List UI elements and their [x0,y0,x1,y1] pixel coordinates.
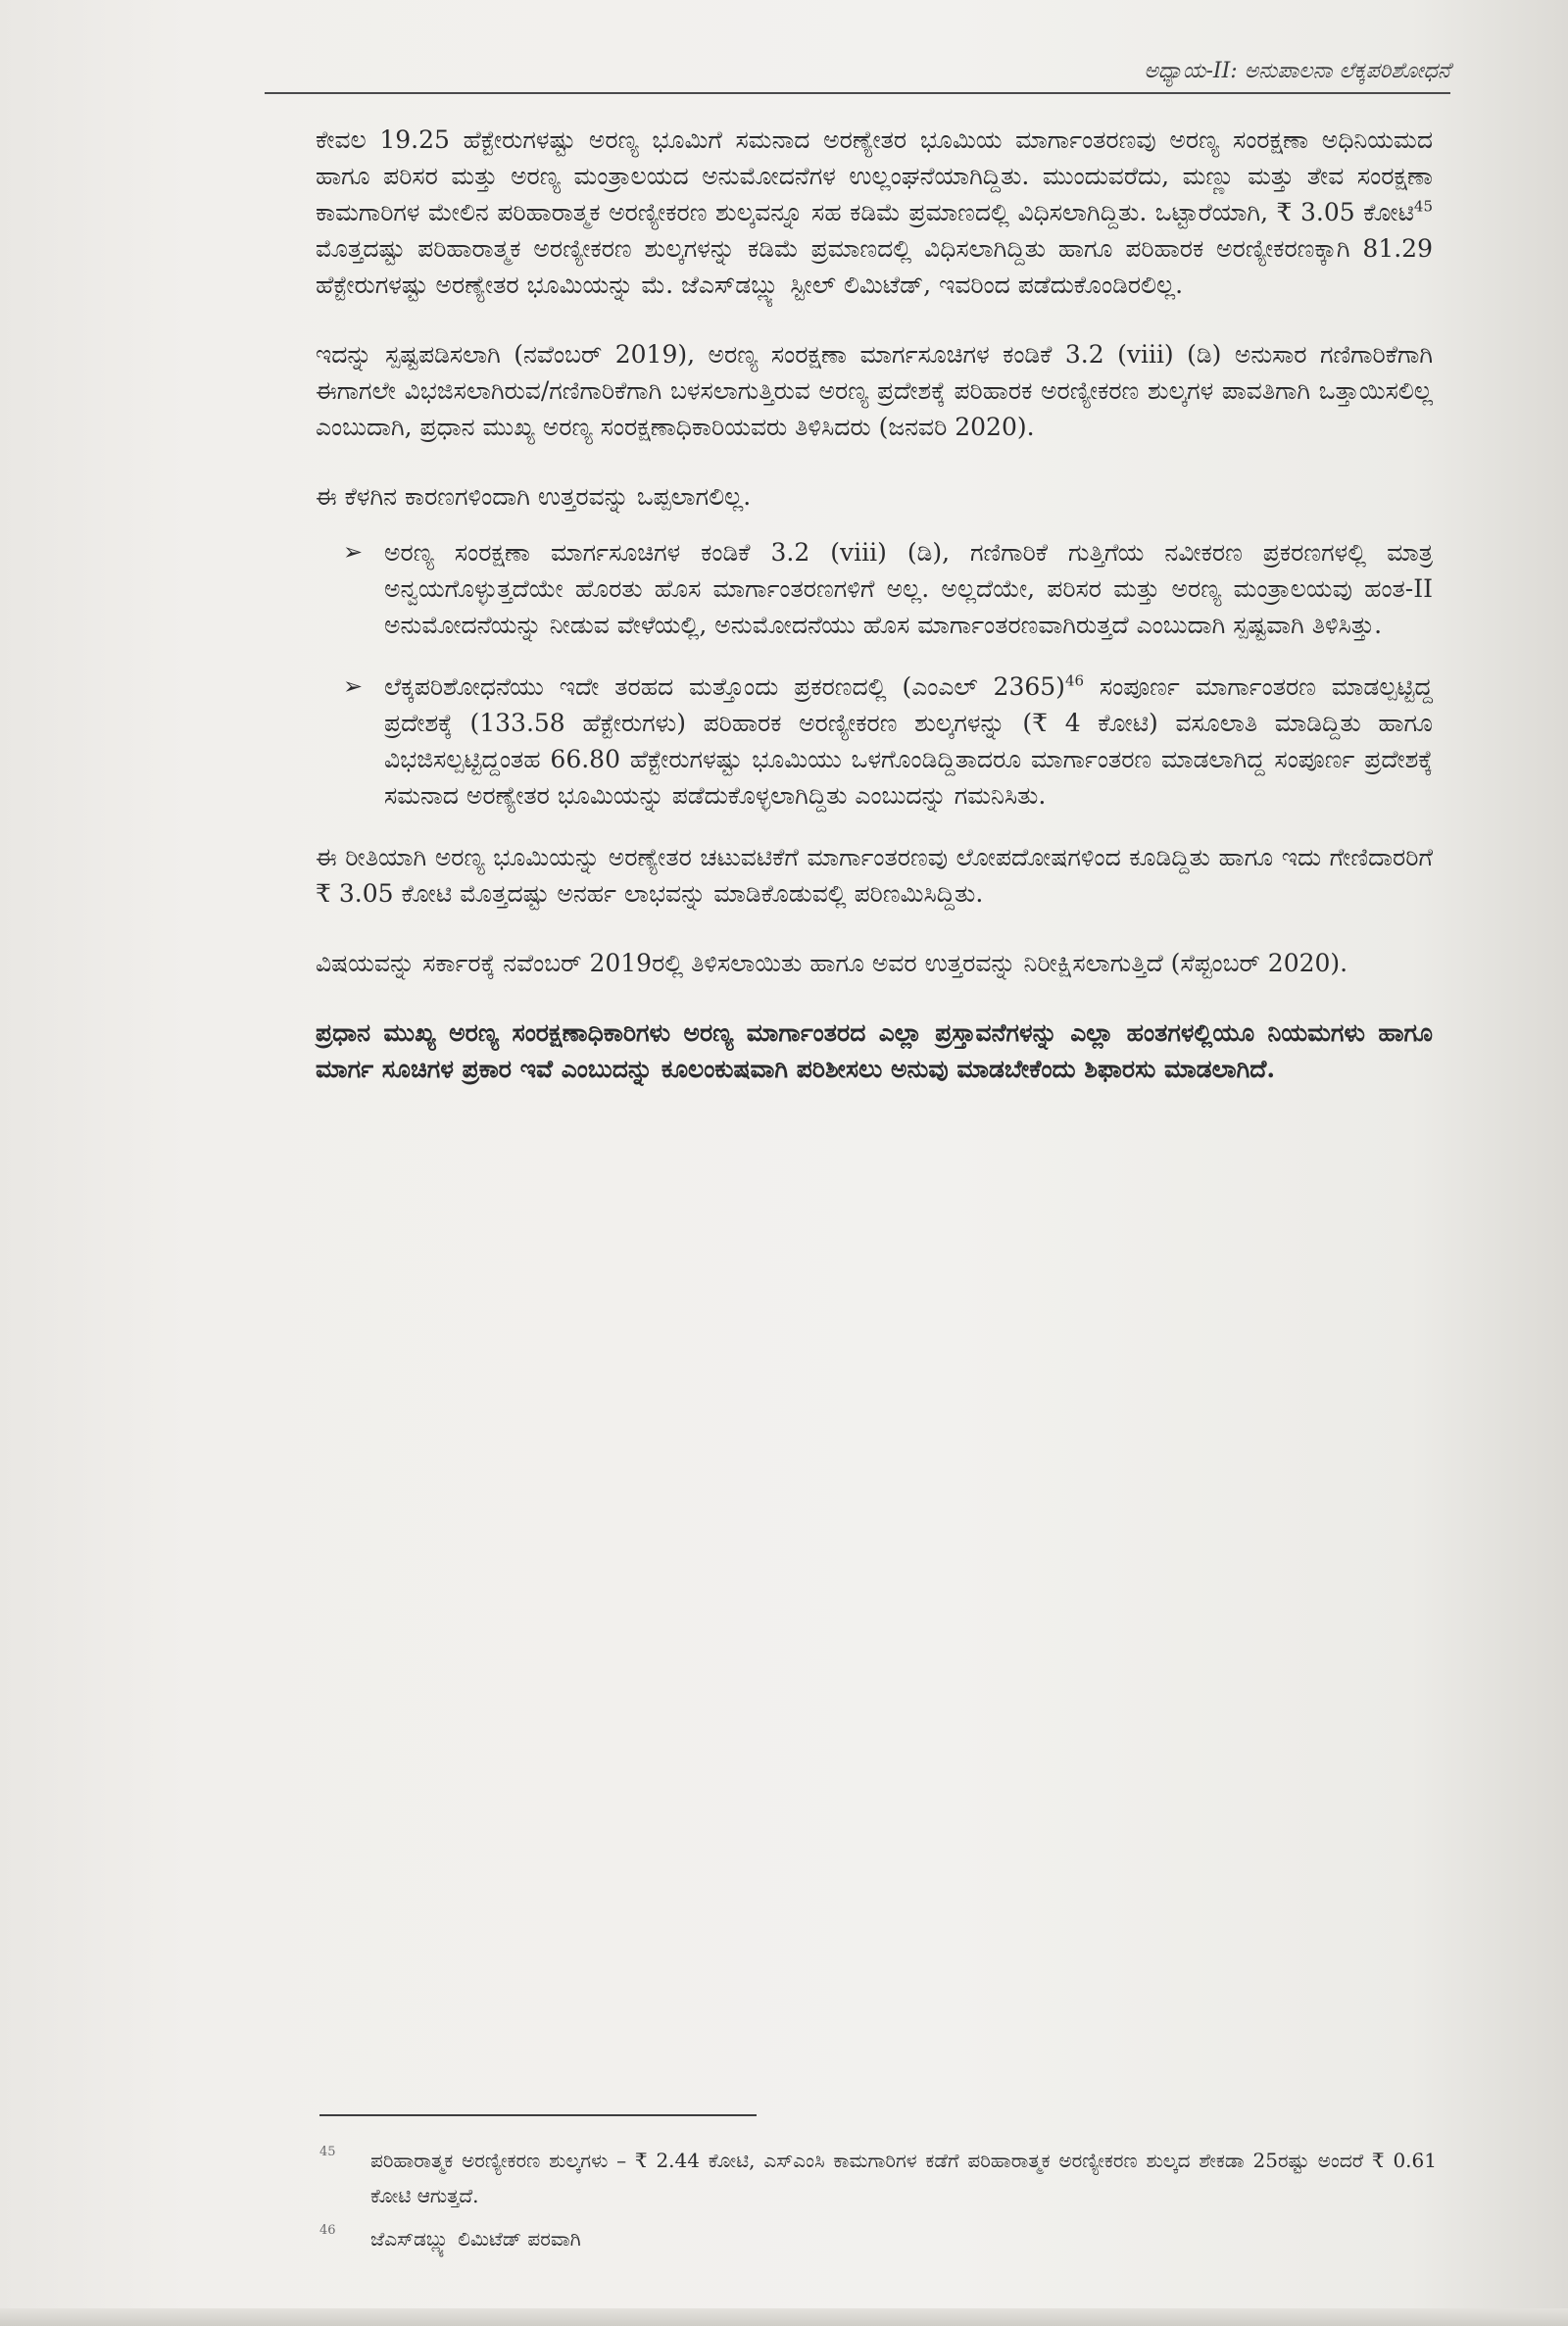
page-bottom-edge [0,2308,1568,2326]
footnote-number: 45 [319,2145,336,2159]
recommendation-paragraph: ಪ್ರಧಾನ ಮುಖ್ಯ ಅರಣ್ಯ ಸಂರಕ್ಷಣಾಧಿಕಾರಿಗಳು ಅರಣ್ಯ ಮಾರ್ಗಾಂತರದ ಎಲ್ಲಾ ಪ್ರಸ್ತಾವನೆಗಳನ್ನು ಎಲ್ಲಾ ಹಂತಗಳಲ್ಲಿಯೂ ನಿಯಮಗಳು ಹಾಗೂ ಮಾರ್ಗ ಸೂಚಿಗಳ ಪ್ರಕಾರ ಇವೆ ಎಂಬುದನ್ನು ಕೂಲಂಕುಷವಾಗಿ ಪರಿಶೀಸಲು ಅನುವು ಮಾಡಬೇಕೆಂದು ಶಿಫಾರಸು ಮಾಡಲಾಗಿದೆ. [316,1018,1433,1083]
body-content [316,122,1433,1120]
arrow-bullet-icon: ➢ [343,672,364,700]
footnotes [319,2143,1437,2264]
footnote-rule [319,2114,757,2116]
footnote-text: ಜೆಎಸ್‌ಡಬ್ಲ್ಯು ಲಿಮಿಟೆಡ್ ಪರವಾಗಿ [370,2227,581,2251]
header-rule [265,92,1450,94]
bullet-item-1-text: ಅರಣ್ಯ ಸಂರಕ್ಷಣಾ ಮಾರ್ಗಸೂಚಿಗಳ ಕಂಡಿಕೆ 3.2 (viii) (ಡಿ), ಗಣಿಗಾರಿಕೆ ಗುತ್ತಿಗೆಯ ನವೀಕರಣ ಪ್ರಕರಣಗಳಲ್ಲಿ ಮಾತ್ರ ಅನ್ವಯಗೊಳ್ಳುತ್ತದೆಯೇ ಹೊರತು ಹೊಸ ಮಾರ್ಗಾಂತರಣಗಳಿಗೆ ಅಲ್ಲ. ಅಲ್ಲದೆಯೇ, ಪರಿಸರ ಮತ್ತು ಅರಣ್ಯ ಮಂತ್ರಾಲಯವು ಹಂತ-II ಅನುಮೋದನೆಯನ್ನು ನೀಡುವ ವೇಳೆಯಲ್ಲಿ, ಅನುಮೋದನೆಯು ಹೊಸ ಮಾರ್ಗಾಂತರಣವಾಗಿರುತ್ತದೆ ಎಂಬುದಾಗಿ ಸ್ಪಷ್ಟವಾಗಿ ತಿಳಿಸಿತ್ತು. [384,538,1433,639]
paragraph-3: ಈ ಕೆಳಗಿನ ಕಾರಣಗಳಿಂದಾಗಿ ಉತ್ತರವನ್ನು ಒಪ್ಪಲಾಗಲಿಲ್ಲ. [316,482,752,511]
bullet-item-2-text-b: ಸಂಪೂರ್ಣ ಮಾರ್ಗಾಂತರಣ ಮಾಡಲ್ಪಟ್ಟಿದ್ದ ಪ್ರದೇಶಕ್ಕೆ (133.58 ಹೆಕ್ಟೇರುಗಳು) ಪರಿಹಾರಕ ಅರಣ್ಯೀಕರಣ ಶುಲ್ಕಗಳನ್ನು (₹ 4 ಕೋಟಿ) ವಸೂಲಾತಿ ಮಾಡಿದ್ದಿತು ಹಾಗೂ ವಿಭಜಿಸಲ್ಪಟ್ಟಿದ್ದಂತಹ 66.80 ಹೆಕ್ಟೇರುಗಳಷ್ಟು ಭೂಮಿಯು ಒಳಗೊಂಡಿದ್ದಿತಾದರೂ ಮಾರ್ಗಾಂತರಣ ಮಾಡಲಾಗಿದ್ದ ಸಂಪೂರ್ಣ ಪ್ರದೇಶಕ್ಕೆ ಸಮನಾದ ಅರಣ್ಯೇತರ ಭೂಮಿಯನ್ನು ಪಡೆದುಕೊಳ್ಳಲಾಗಿದ್ದಿತು ಎಂಬುದನ್ನು ಗಮನಿಸಿತು. [384,672,1433,810]
bullet-item-2-text-a: ಲೆಕ್ಕಪರಿಶೋಧನೆಯು ಇದೇ ತರಹದ ಮತ್ತೊಂದು ಪ್ರಕರಣದಲ್ಲಿ (ಎಂಎಲ್ 2365) [384,672,1065,701]
bullet-item-1 [316,534,1433,643]
paragraph-1-text-a: ಕೇವಲ 19.25 ಹೆಕ್ಟೇರುಗಳಷ್ಟು ಅರಣ್ಯ ಭೂಮಿಗೆ ಸಮನಾದ ಅರಣ್ಯೇತರ ಭೂಮಿಯ ಮಾರ್ಗಾಂತರಣವು ಅರಣ್ಯ ಸಂರಕ್ಷಣಾ ಅಧಿನಿಯಮದ ಹಾಗೂ ಪರಿಸರ ಮತ್ತು ಅರಣ್ಯ ಮಂತ್ರಾಲಯದ ಅನುಮೋದನೆಗಳ ಉಲ್ಲಂಘನೆಯಾಗಿದ್ದಿತು. ಮುಂದುವರೆದು, ಮಣ್ಣು ಮತ್ತು ತೇವ ಸಂರಕ್ಷಣಾ ಕಾಮಗಾರಿಗಳ ಮೇಲಿನ ಪರಿಹಾರಾತ್ಮಕ ಅರಣ್ಯೀಕರಣ ಶುಲ್ಕವನ್ನೂ ಸಹ ಕಡಿಮೆ ಪ್ರಮಾಣದಲ್ಲಿ ವಿಧಿಸಲಾಗಿದ್ದಿತು. ಒಟ್ಟಾರೆಯಾಗಿ, ₹ 3.05 ಕೋಟಿ [316,125,1433,226]
footnote-45 [319,2143,1437,2213]
paragraph-1 [316,122,1433,303]
paragraph-4: ಈ ರೀತಿಯಾಗಿ ಅರಣ್ಯ ಭೂಮಿಯನ್ನು ಅರಣ್ಯೇತರ ಚಟುವಟಿಕೆಗೆ ಮಾರ್ಗಾಂತರಣವು ಲೋಪದೋಷಗಳಿಂದ ಕೂಡಿದ್ದಿತು ಹಾಗೂ ಇದು ಗೇಣಿದಾರರಿಗೆ ₹ 3.05 ಕೋಟಿ ಮೊತ್ತದಷ್ಟು ಅನರ್ಹ ಲಾಭವನ್ನು ಮಾಡಿಕೊಡುವಲ್ಲಿ ಪರಿಣಮಿಸಿದ್ದಿತು. [316,843,1433,908]
footnote-text: ಪರಿಹಾರಾತ್ಮಕ ಅರಣ್ಯೀಕರಣ ಶುಲ್ಕಗಳು – ₹ 2.44 ಕೋಟಿ, ಎಸ್‌ಎಂಸಿ ಕಾಮಗಾರಿಗಳ ಕಡೆಗೆ ಪರಿಹಾರಾತ್ಮಕ ಅರಣ್ಯೀಕರಣ ಶುಲ್ಕದ ಶೇಕಡಾ 25ರಷ್ಟು ಅಂದರೆ ₹ 0.61 ಕೋಟಿ ಆಗುತ್ತದೆ. [370,2149,1437,2207]
running-header: ಅಧ್ಯಾಯ-II: ಅನುಪಾಲನಾ ಲೆಕ್ಕಪರಿಶೋಧನೆ [1144,59,1450,83]
footnote-ref-45[interactable]: 45 [1413,197,1433,216]
paragraph-1-text-b: ಮೊತ್ತದಷ್ಟು ಪರಿಹಾರಾತ್ಮಕ ಅರಣ್ಯೀಕರಣ ಶುಲ್ಕಗಳನ್ನು ಕಡಿಮೆ ಪ್ರಮಾಣದಲ್ಲಿ ವಿಧಿಸಲಾಗಿದ್ದಿತು ಹಾಗೂ ಪರಿಹಾರಕ ಅರಣ್ಯೀಕರಣಕ್ಕಾಗಿ 81.29 ಹೆಕ್ಟೇರುಗಳಷ್ಟು ಅರಣ್ಯೇತರ ಭೂಮಿಯನ್ನು ಮೆ. ಜೆಎಸ್‌ಡಬ್ಲ್ಯು ಸ್ಟೀಲ್ ಲಿಮಿಟೆಡ್, ಇವರಿಂದ ಪಡೆದುಕೊಂಡಿರಲಿಲ್ಲ. [316,234,1433,299]
paragraph-5: ವಿಷಯವನ್ನು ಸರ್ಕಾರಕ್ಕೆ ನವೆಂಬರ್ 2019ರಲ್ಲಿ ತಿಳಿಸಲಾಯಿತು ಹಾಗೂ ಅವರ ಉತ್ತರವನ್ನು ನಿರೀಕ್ಷಿಸಲಾಗುತ್ತಿದೆ (ಸೆಪ್ಟಂಬರ್ 2020). [316,949,1348,977]
footnote-number: 46 [319,2223,336,2238]
footnote-46 [319,2221,1437,2256]
footnote-ref-46[interactable]: 46 [1064,671,1085,690]
paragraph-2: ಇದನ್ನು ಸ್ಪಷ್ಟಪಡಿಸಲಾಗಿ (ನವೆಂಬರ್ 2019), ಅರಣ್ಯ ಸಂರಕ್ಷಣಾ ಮಾರ್ಗಸೂಚಿಗಳ ಕಂಡಿಕೆ 3.2 (viii) (ಡಿ) ಅನುಸಾರ ಗಣಿಗಾರಿಕೆಗಾಗಿ ಈಗಾಗಲೇ ವಿಭಜಿಸಲಾಗಿರುವ/ಗಣಿಗಾರಿಕೆಗಾಗಿ ಬಳಸಲಾಗುತ್ತಿರುವ ಅರಣ್ಯ ಪ್ರದೇಶಕ್ಕೆ ಪರಿಹಾರಕ ಅರಣ್ಯೀಕರಣ ಶುಲ್ಕಗಳ ಪಾವತಿಗಾಗಿ ಒತ್ತಾಯಿಸಲಿಲ್ಲ ಎಂಬುದಾಗಿ, ಪ್ರಧಾನ ಮುಖ್ಯ ಅರಣ್ಯ ಸಂರಕ್ಷಣಾಧಿಕಾರಿಯವರು ತಿಳಿಸಿದರು (ಜನವರಿ 2020). [316,340,1433,441]
bullet-item-2-text [384,672,1433,810]
bullet-list [316,534,1433,814]
bullet-item-2 [316,668,1433,814]
arrow-bullet-icon: ➢ [343,538,364,566]
